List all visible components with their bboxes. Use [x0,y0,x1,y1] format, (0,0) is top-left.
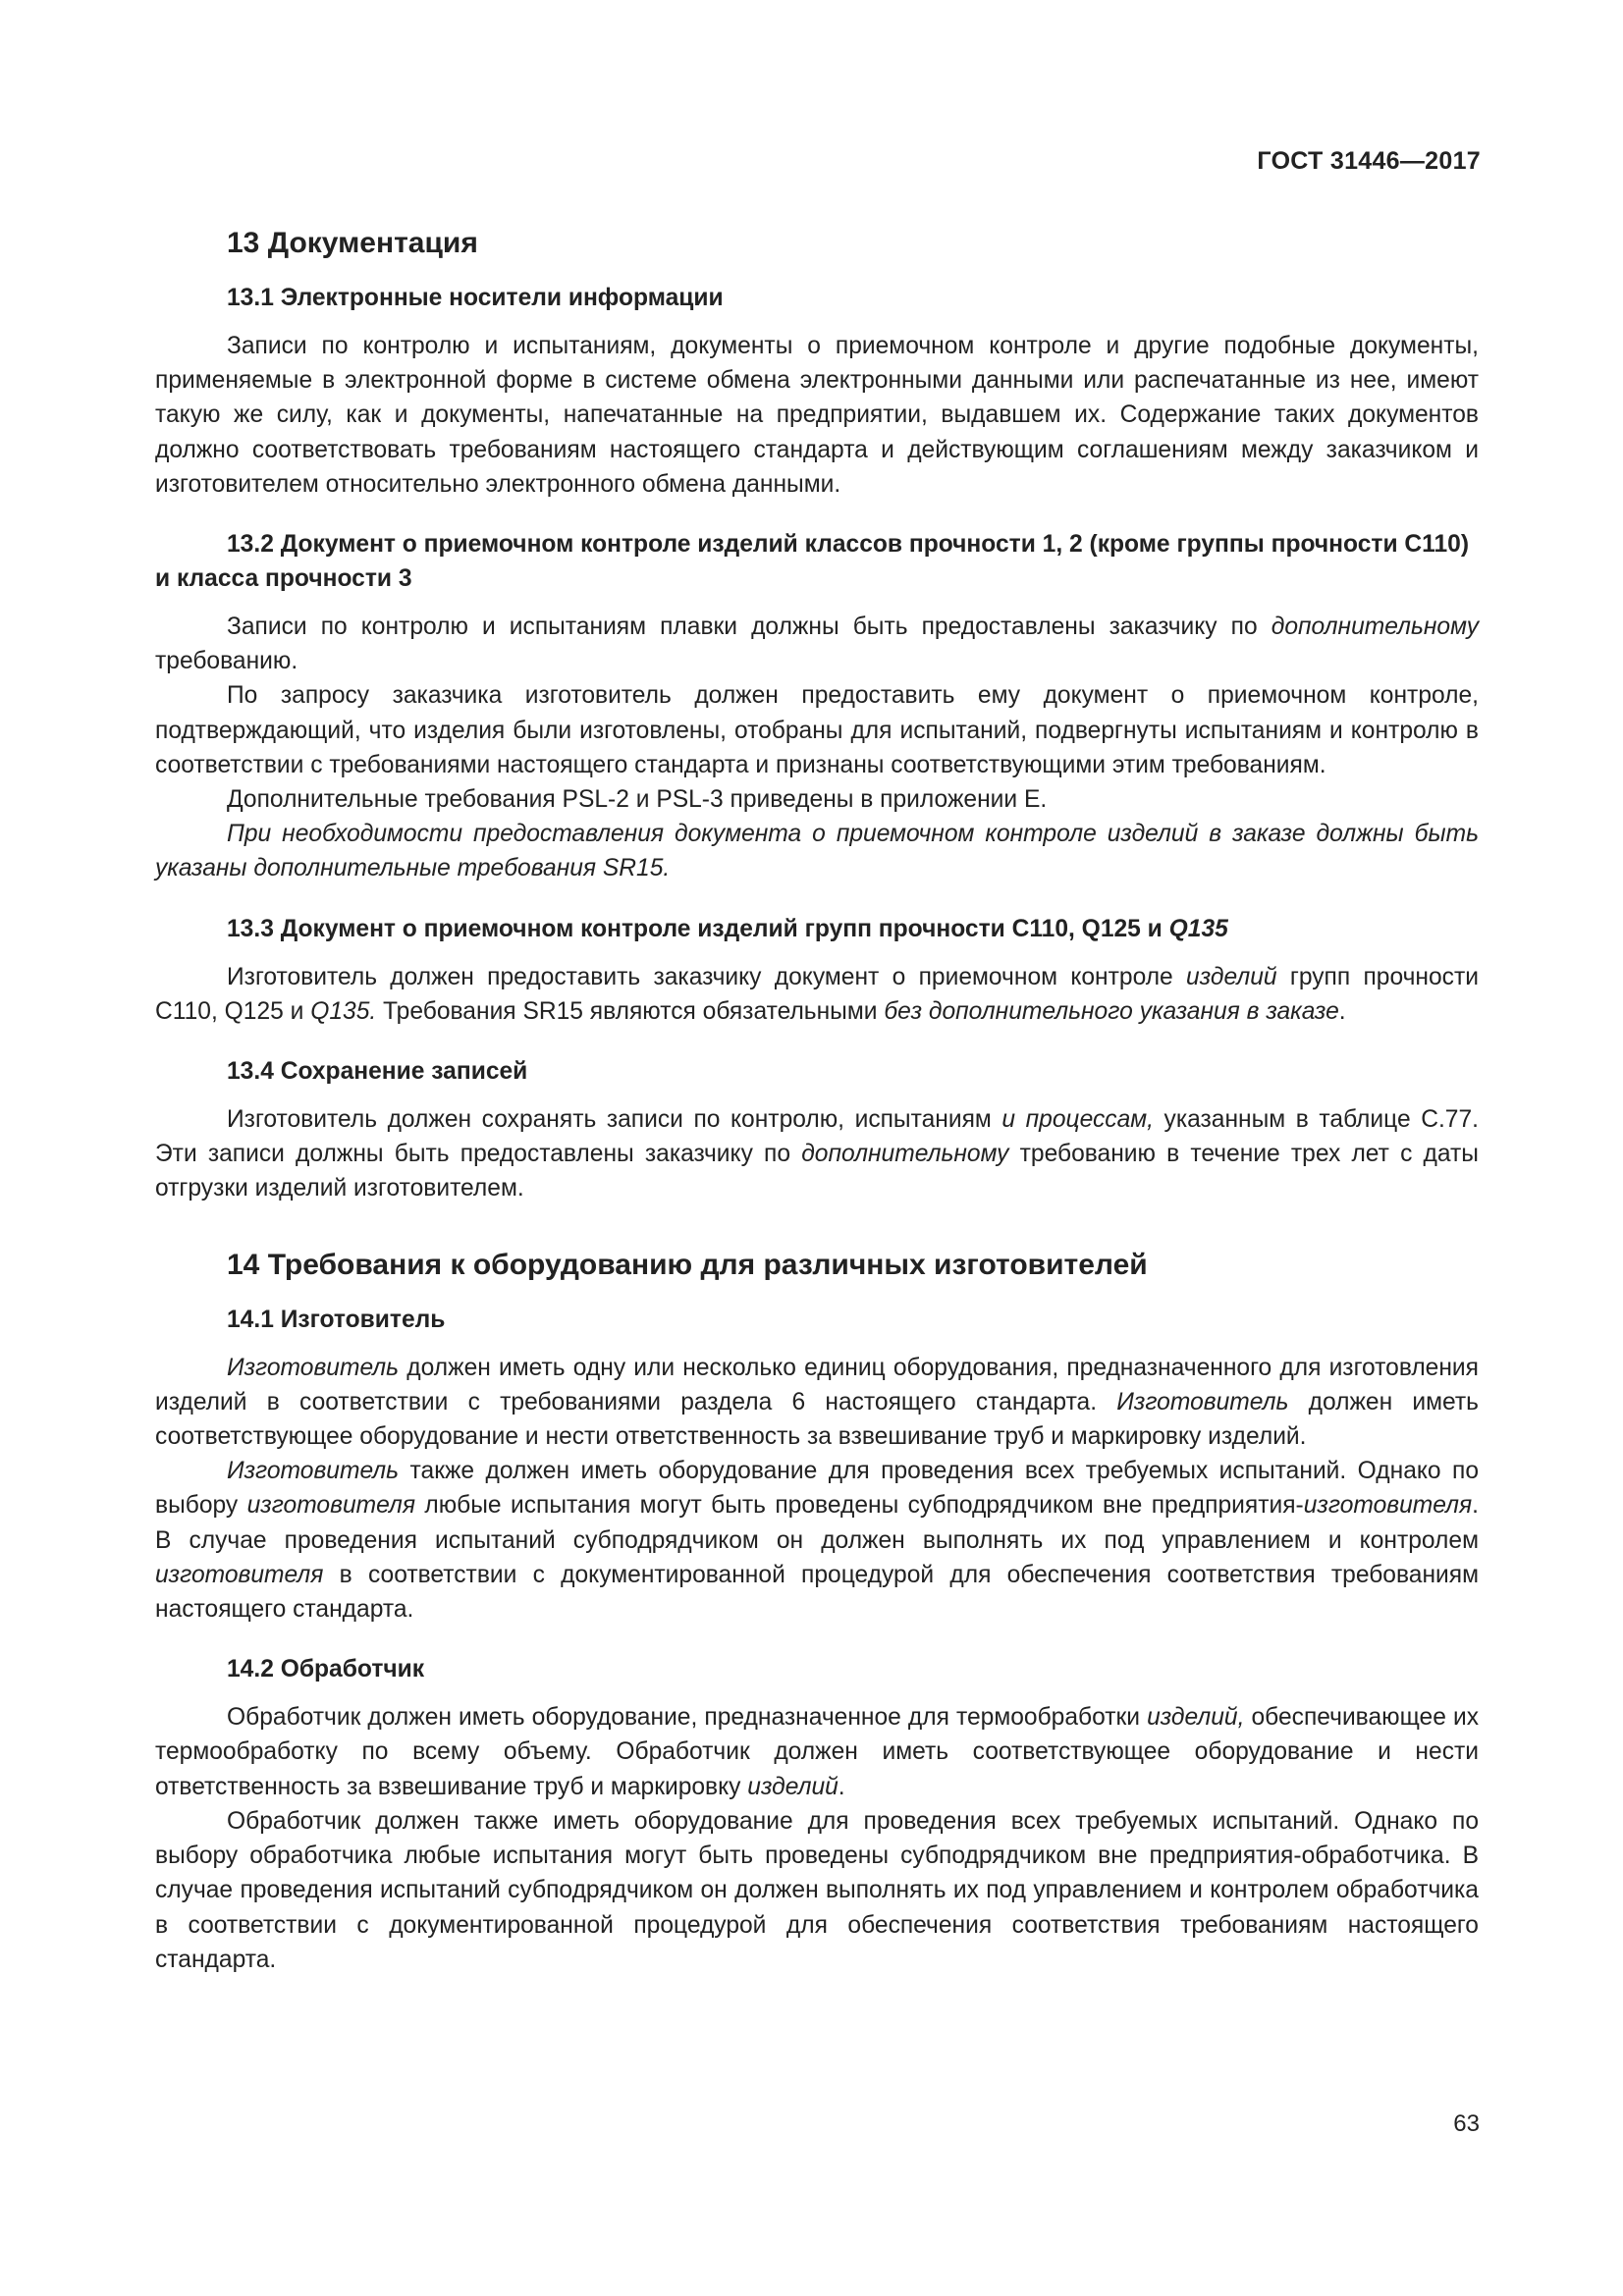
page-content [155,224,1479,1977]
subsection-14-2-paragraph-1: Обработчик должен иметь оборудование, предназначенное для термообработки изделий, обеспечивающее их термообработку по всему объему. Обработчик должен иметь соответствующее оборудование и нести ответственность за взвешивание труб и маркировку изделий. [155,1704,1480,1800]
subsection-13-1-paragraph: Записи по контролю и испытаниям, документы о приемочном контроле и другие подобные документы, применяемые в электронной форме в системе обмена электронными данными или распечатанные из нее, имеют такую же силу, как и документы, напечатанные на предприятии, выдавшем их. Содержание таких документов должно соответствовать требованиям настоящего стандарта и действующим соглашениям между заказчиком и изготовителем относительно электронного обмена данными. [155,333,1479,498]
subsection-13-2-paragraph-2: По запросу заказчика изготовитель должен предоставить ему документ о приемочном контроле, подтверждающий, что изделия были изготовлены, отобраны для испытаний, подвергнуты испытаниям и контролю в соответствии с требованиями настоящего стандарта и признаны соответствующими этим требованиям. [155,682,1479,778]
subsection-13-1-title: 13.1 Электронные носители информации [227,285,724,311]
section-14-title: 14 Требования к оборудованию для различных изготовителей [227,1248,1148,1281]
subsection-14-1-paragraph-2: Изготовитель также должен иметь оборудование для проведения всех требуемых испытаний. Однако по выбору изготовителя любые испытания могут быть проведены субподрядчиком вне предприятия-изготовителя. В случае проведения испытаний субподрядчиком он должен выполнять их под управлением и контролем изготовителя в соответствии с документированной процедурой для обеспечения соответствия требованиям настоящего стандарта. [155,1458,1479,1624]
subsection-14-1-title: 14.1 Изготовитель [227,1306,446,1333]
subsection-13-4-title: 13.4 Сохранение записей [227,1058,528,1086]
subsection-13-2-paragraph-4: При необходимости предоставления документа о приемочном контроле изделий в заказе должны быть указаны дополнительные требования SR15. [155,821,1479,882]
subsection-13-2-paragraph-1: Записи по контролю и испытаниям плавки должны быть предоставлены заказчику по дополнительному требованию. [155,614,1479,675]
page-number: 63 [1453,2110,1480,2137]
subsection-14-2-title: 14.2 Обработчик [227,1656,425,1683]
subsection-14-1-paragraph-1: Изготовитель должен иметь одну или несколько единиц оборудования, предназначенного для изготовления изделий в соответствии с требованиями раздела 6 настоящего стандарта. Изготовитель должен иметь соответствующее оборудование и нести ответственность за взвешивание труб и маркировку изделий. [155,1354,1479,1451]
subsection-13-4-paragraph: Изготовитель должен сохранять записи по контролю, испытаниям и процессам, указанным в таблице С.77. Эти записи должны быть предоставлены заказчику по дополнительному требованию в течение трех лет с даты отгрузки изделий изготовителем. [155,1106,1479,1202]
section-13-title: 13 Документация [227,227,478,259]
standard-designation: ГОСТ 31446—2017 [1257,147,1481,175]
subsection-13-2-paragraph-3: Дополнительные требования PSL-2 и PSL-3 приведены в приложении Е. [227,786,1048,814]
subsection-13-3-paragraph: Изготовитель должен предоставить заказчику документ о приемочном контроле изделий групп прочности С110, Q125 и Q135. Требования SR15 являются обязательными без дополнительного указания в заказе. [155,963,1479,1025]
subsection-13-3-title: 13.3 Документ о приемочном контроле изделий групп прочности С110, Q125 и Q135 [227,915,1228,942]
subsection-13-2-title: 13.2 Документ о приемочном контроле изделий классов прочности 1, 2 (кроме группы прочности С110) и класса прочности 3 [155,531,1470,593]
subsection-14-2-paragraph-2: Обработчик должен также иметь оборудование для проведения всех требуемых испытаний. Однако по выбору обработчика любые испытания могут быть проведены субподрядчиком вне предприятия-обработчика. В случае проведения испытаний субподрядчиком он должен выполнять их под управлением и контролем обработчика в соответствии с документированной процедурой для обеспечения соответствия требованиям настоящего стандарта. [155,1807,1479,1973]
